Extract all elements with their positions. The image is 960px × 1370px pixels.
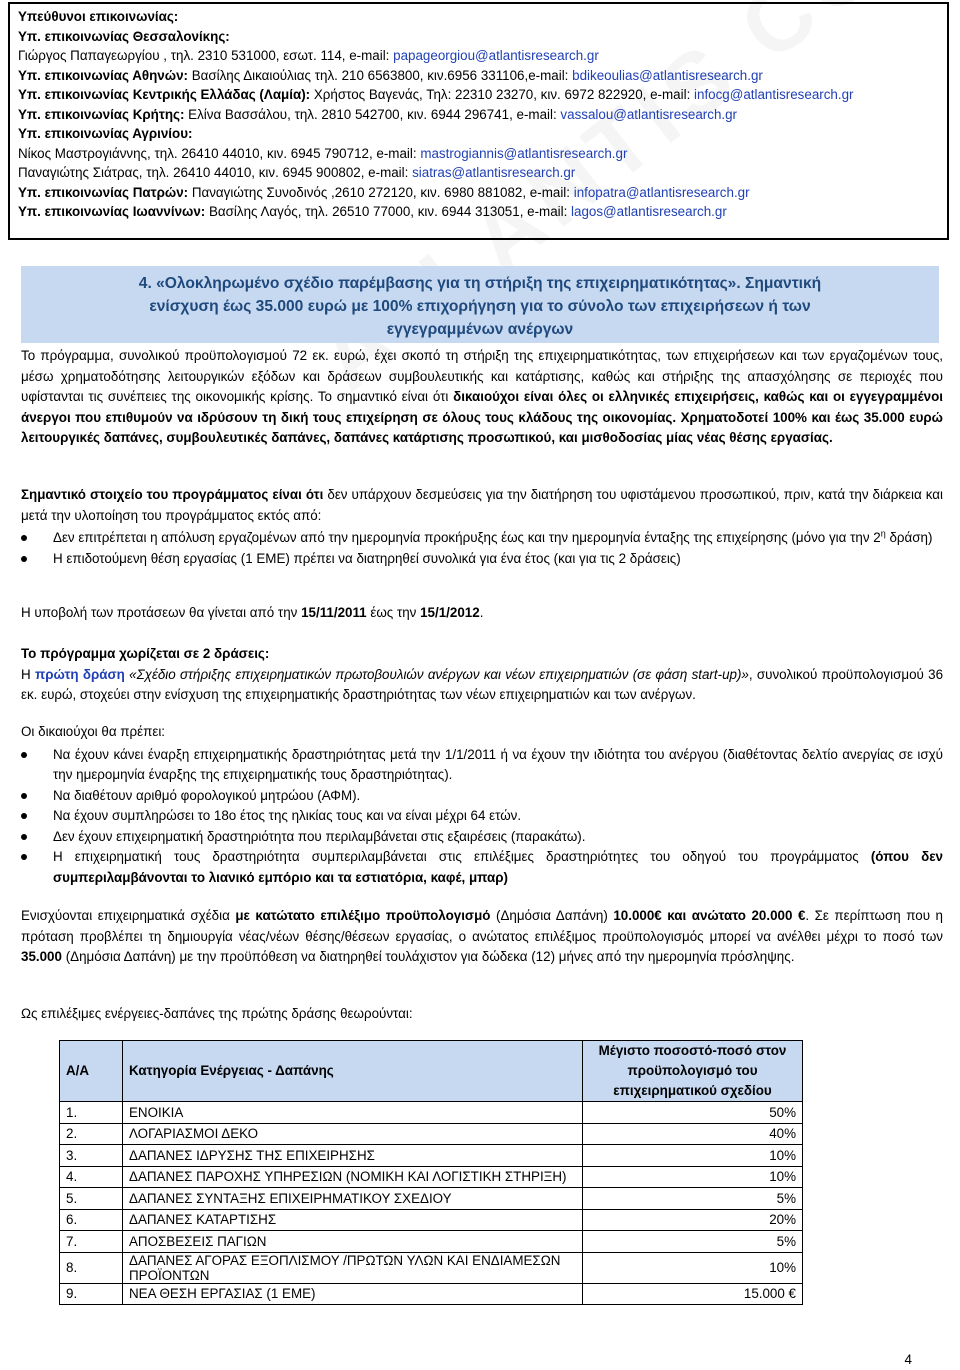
contact-label: Υπ. επικοινωνίας Πατρών: xyxy=(18,184,189,200)
table-row xyxy=(60,1231,803,1253)
row-number: 4. xyxy=(60,1166,123,1188)
table-row xyxy=(60,1188,803,1210)
submission-to: 15/1/2012 xyxy=(420,605,480,620)
budget-bold: με κατώτατο επιλέξιμο προϋπολογισμό xyxy=(235,908,491,923)
row-category: ΔΑΠΑΝΕΣ ΚΑΤΑΡΤΙΣΗΣ xyxy=(123,1209,583,1231)
actions-title: Το πρόγραμμα χωρίζεται σε 2 δράσεις: xyxy=(21,646,270,661)
row-category: ΛΟΓΑΡΙΑΣΜΟΙ ΔΕΚΟ xyxy=(123,1123,583,1145)
row-category: ΕΝΟΙΚΙΑ xyxy=(123,1102,583,1124)
bullet-text: Να έχουν κάνει έναρξη επιχειρηματικής δραστηριότητας μετά την 1/1/2011 ή να έχουν την ιδιότητα του ανέργου (διαθέτοντας δελτίο ανεργίας σε ισχύ την ημερομηνία έναρξης της επιχειρηματικής τους δραστηριότητας). xyxy=(53,746,943,782)
row-max-percent: 20% xyxy=(583,1209,803,1231)
beneficiaries-title: Οι δικαιούχοι θα πρέπει: xyxy=(21,724,166,739)
contact-row xyxy=(18,85,947,105)
contact-row xyxy=(18,46,947,66)
contact-label: Υπ. επικοινωνίας Ιωαννίνων: xyxy=(18,204,206,219)
beneficiaries-section xyxy=(21,722,943,888)
contacts-list xyxy=(18,27,947,222)
row-number: 8. xyxy=(60,1252,123,1283)
contact-text: Παναγιώτης Συνοδινός ,2610 272120, κιν. 6980 881082, e-mail: xyxy=(188,184,574,200)
actions-rest: , συνολικού προϋπολογισμού 36 εκ. ευρώ, στοχεύει στην ενίσχυση της επιχειρηματικής δραστηριότητας των νέων επιχειρηματιών και των ανέργων. xyxy=(21,666,944,702)
intro-text: Το πρόγραμμα, συνολικού προϋπολογισμού 72 εκ. ευρώ, έχει σκοπό τη στήριξη της επιχειρηματικότητας, των επιχειρήσεων και των εργαζομένων τους, μέσω χρηματοδότησης λειτουργικών εξόδων και δράσεων συμβουλευτικής και κατάρτισης, καθώς και στήριξης της απασχόλησης σε περιοχές που υφίστανται τις συνέπειες της οικονομικής κρίσης. Το σημαντικό είναι ότι xyxy=(21,348,943,404)
bullet-text-end: δράση) xyxy=(885,530,933,545)
row-max-percent: 10% xyxy=(583,1252,803,1283)
table-row xyxy=(60,1283,803,1305)
heading-line-1: 4. «Ολοκληρωμένο σχέδιο παρέμβασης για τη στήριξη της επιχειρηματικότητας». Σημαντική xyxy=(138,275,822,292)
row-max-percent: 50% xyxy=(583,1102,803,1124)
submission-end: . xyxy=(479,605,484,620)
eligible-title: Ως επιλέξιμες ενέργειες-δαπάνες της πρώτης δράσης θεωρούνται: xyxy=(21,1006,413,1021)
contact-row xyxy=(18,183,947,203)
header-max-percent: Μέγιστο ποσοστό-ποσό στον προϋπολογισμό του επιχειρηματικού σχεδίου xyxy=(583,1041,803,1102)
row-category: ΔΑΠΑΝΕΣ ΑΓΟΡΑΣ ΕΞΟΠΛΙΣΜΟΥ /ΠΡΩΤΩΝ ΥΛΩΝ ΚΑΙ ΕΝΔΙΑΜΕΣΩΝ ΠΡΟΪΟΝΤΩΝ xyxy=(123,1252,583,1283)
row-max-percent: 5% xyxy=(583,1231,803,1253)
contact-email-link[interactable]: siatras@atlantisresearch.gr xyxy=(412,165,576,180)
contact-email-link[interactable]: bdikeoulias@atlantisresearch.gr xyxy=(572,67,763,83)
first-action-label: πρώτη δράση xyxy=(34,666,125,682)
row-category: ΔΑΠΑΝΕΣ ΣΥΝΤΑΞΗΣ ΕΠΙΧΕΙΡΗΜΑΤΙΚΟΥ ΣΧΕΔΙΟΥ xyxy=(123,1188,583,1210)
heading-line-2: ενίσχυση έως 35.000 ευρώ με 100% επιχορήγηση για το σύνολο των επιχειρήσεων ή των xyxy=(149,298,811,315)
budget-text: Ενισχύονται επιχειρηματικά σχέδια xyxy=(21,908,236,923)
contact-row xyxy=(18,163,947,183)
bullet-icon xyxy=(21,793,27,799)
list-item xyxy=(21,549,943,570)
contact-text: Βασίλης Λαγός, τηλ. 26510 77000, κιν. 6944 313051, e-mail: xyxy=(205,204,572,219)
row-number: 7. xyxy=(60,1231,123,1253)
bullet-icon xyxy=(21,752,27,758)
key-text: δεν υπάρχουν δεσμεύσεις για την διατήρηση του υφιστάμενου προσωπικού, πριν, κατά την διάρκεια και μετά την υλοποίηση του προγράμματος εκτός από: xyxy=(21,487,944,523)
row-number: 9. xyxy=(60,1283,123,1305)
contact-label: Υπ. επικοινωνίας Κεντρικής Ελλάδας (Λαμία): xyxy=(18,87,311,102)
table-row xyxy=(60,1252,803,1283)
contact-email-link[interactable]: infopatra@atlantisresearch.gr xyxy=(573,184,750,200)
submission-dates xyxy=(21,603,943,624)
row-max-percent: 15.000 € xyxy=(583,1283,803,1305)
header-category: Κατηγορία Ενέργειας - Δαπάνης xyxy=(123,1041,583,1102)
bullet-text: Δεν επιτρέπεται η απόλυση εργαζομένων από την ημερομηνία προκήρυξης έως και την ημερομηνία ένταξης της επιχείρησης (μόνο για την 2 xyxy=(53,530,881,545)
contact-text: Ελίνα Βασσάλου, τηλ. 2810 542700, κιν. 6944 296741, e-mail: xyxy=(184,106,561,122)
table-row xyxy=(60,1166,803,1188)
section-heading xyxy=(21,266,939,343)
row-number: 2. xyxy=(60,1123,123,1145)
intro-bold: δικαιούχοι είναι όλες οι ελληνικές επιχειρήσεις, καθώς και οι εγγεγραμμένοι άνεργοι που επιθυμούν να ιδρύσουν τη δική τους επιχείρηση σε όλους τους κλάδους της οικονομίας. Χρηματοδοτεί 100% και έως 35.000 ευρώ λειτουργικές δαπάνες, συμβουλευτικές δαπάνες, δαπάνες κατάρτισης προσωπικού, και μισθοδοσίας μίας νέας θέσης εργασίας. xyxy=(21,389,943,445)
table-row xyxy=(60,1145,803,1167)
row-number: 6. xyxy=(60,1209,123,1231)
contact-email-link[interactable]: vassalou@atlantisresearch.gr xyxy=(560,106,738,122)
bullet-text: Δεν έχουν επιχειρηματική δραστηριότητα που περιλαμβάνεται στις εξαιρέσεις (παρακάτω). xyxy=(53,828,586,844)
key-bold: Σημαντικό στοιχείο του προγράμματος είναι ότι xyxy=(21,487,324,502)
bullet-icon xyxy=(21,813,27,819)
bullet-text: Η επιδοτούμενη θέση εργασίας (1 ΕΜΕ) πρέπει να διατηρηθεί συνολικά για ένα έτος (και για τις 2 δράσεις) xyxy=(53,550,681,566)
table-row xyxy=(60,1123,803,1145)
budget-text: . Σε περίπτωση που η πρόταση προβλέπει τη δημιουργία νέας/νέων θέσης/θέσεων εργασίας, ο ανώτατος επιλέξιμος προϋπολογισμός μπορεί να ανέλθει μέχρι το ποσό των xyxy=(21,908,943,944)
list-item xyxy=(21,847,943,888)
row-max-percent: 10% xyxy=(583,1166,803,1188)
contact-email-link[interactable]: lagos@atlantisresearch.gr xyxy=(571,204,727,219)
contact-text: Παναγιώτης Σιάτρας, τηλ. 26410 44010, κιν. 6945 900802, e-mail: xyxy=(18,165,413,180)
key-points xyxy=(21,485,943,569)
beneficiaries-list xyxy=(21,745,943,889)
submission-mid: έως την xyxy=(366,605,421,620)
contact-label: Υπ. επικοινωνίας Θεσσαλονίκης: xyxy=(18,28,230,44)
actions-italic: «Σχέδιο στήριξης επιχειρηματικών πρωτοβουλιών ανέργων και νέων επιχειρηματιών (σε φάση start-up)» xyxy=(124,666,749,682)
contact-email-link[interactable]: papageorgiou@atlantisresearch.gr xyxy=(393,48,599,63)
bullet-icon xyxy=(21,854,27,860)
intro-paragraph xyxy=(21,346,943,449)
bullet-text: Να έχουν συμπληρώσει το 18ο έτος της ηλικίας τους και να είναι μέχρι 64 ετών. xyxy=(53,808,522,823)
row-number: 5. xyxy=(60,1188,123,1210)
row-category: ΝΕΑ ΘΕΣΗ ΕΡΓΑΣΙΑΣ (1 ΕΜΕ) xyxy=(123,1283,583,1305)
contact-row xyxy=(18,27,947,47)
table-row xyxy=(60,1209,803,1231)
budget-bold: 35.000 xyxy=(21,949,62,964)
budget-text: (Δημόσια Δαπάνη) με την προϋπόθεση να διατηρηθεί τουλάχιστον για δώδεκα (12) μήνες από την ημερομηνία πρόσληψης. xyxy=(61,949,795,964)
budget-text: (Δημόσια Δαπάνη) xyxy=(490,908,614,923)
contact-row xyxy=(18,144,947,164)
row-category: ΔΑΠΑΝΕΣ ΙΔΡΥΣΗΣ ΤΗΣ ΕΠΙΧΕΙΡΗΣΗΣ xyxy=(123,1145,583,1167)
contact-email-link[interactable]: infocg@atlantisresearch.gr xyxy=(694,87,854,102)
contact-label: Υπ. επικοινωνίας Αθηνών: xyxy=(18,67,188,83)
contact-row xyxy=(18,202,947,222)
row-max-percent: 10% xyxy=(583,1145,803,1167)
table-header-row xyxy=(60,1041,803,1102)
superscript: η xyxy=(880,528,886,539)
contact-row xyxy=(18,66,947,86)
contact-text: Βασίλης Δικαιούλιας τηλ. 210 6563800, κιν.6956 331106,e-mail: xyxy=(187,67,573,83)
contact-row xyxy=(18,105,947,125)
header-aa: Α/Α xyxy=(60,1041,123,1102)
contact-text: Χρήστος Βαγενάς, Τηλ: 22310 23270, κιν. 6972 822920, e-mail: xyxy=(310,87,695,102)
budget-bold: 10.000€ και ανώτατο 20.000 € xyxy=(613,908,806,923)
contact-text: Νίκος Μαστρογιάννης, τηλ. 26410 44010, κιν. 6945 790712, e-mail: xyxy=(18,145,421,161)
bullet-icon xyxy=(21,535,27,541)
row-max-percent: 5% xyxy=(583,1188,803,1210)
list-item xyxy=(21,806,943,827)
table-row xyxy=(60,1102,803,1124)
row-number: 3. xyxy=(60,1145,123,1167)
submission-text: Η υποβολή των προτάσεων θα γίνεται από την xyxy=(21,605,302,620)
contacts-title: Υπεύθυνοι επικοινωνίας: xyxy=(18,9,179,24)
heading-line-3: εγγεγραμμένων ανέργων xyxy=(386,321,574,338)
submission-from: 15/11/2011 xyxy=(301,605,367,620)
bullet-text: Η επιχειρηματική τους δραστηριότητα συμπεριλαμβάνεται στις επιλέξιμες δραστηριότητες του οδηγού του προγράμματος xyxy=(53,849,871,864)
eligible-costs-table xyxy=(59,1040,803,1305)
list-item xyxy=(21,528,943,549)
row-max-percent: 40% xyxy=(583,1123,803,1145)
contact-text: Γιώργος Παπαγεωργίου , τηλ. 2310 531000, εσωτ. 114, e-mail: xyxy=(18,48,394,63)
budget-paragraph xyxy=(21,906,943,968)
row-category: ΑΠΟΣΒΕΣΕΙΣ ΠΑΓΙΩΝ xyxy=(123,1231,583,1253)
actions-pre: Η xyxy=(21,666,35,682)
row-category: ΔΑΠΑΝΕΣ ΠΑΡΟΧΗΣ ΥΠΗΡΕΣΙΩΝ (ΝΟΜΙΚΗ ΚΑΙ ΛΟΓΙΣΤΙΚΗ ΣΤΗΡΙΞΗ) xyxy=(123,1166,583,1188)
bullet-text: Να διαθέτουν αριθμό φορολογικού μητρώου (ΑΦΜ). xyxy=(53,787,361,803)
contact-row xyxy=(18,124,947,144)
contact-email-link[interactable]: mastrogiannis@atlantisresearch.gr xyxy=(420,145,628,161)
list-item xyxy=(21,745,943,786)
actions-paragraph xyxy=(21,644,943,706)
list-item xyxy=(21,786,943,807)
bullet-icon xyxy=(21,556,27,562)
bullet-bold: (όπου δεν συμπεριλαμβάνονται το λιανικό εμπόριο και τα εστιατόρια, καφέ, μπαρ) xyxy=(53,849,944,885)
bullet-icon xyxy=(21,834,27,840)
contact-label: Υπ. επικοινωνίας Κρήτης: xyxy=(18,106,185,122)
contact-label: Υπ. επικοινωνίας Αγρινίου: xyxy=(18,126,193,141)
list-item xyxy=(21,827,943,848)
page-number: 4 xyxy=(904,1352,912,1367)
row-number: 1. xyxy=(60,1102,123,1124)
contacts-box xyxy=(8,2,949,240)
